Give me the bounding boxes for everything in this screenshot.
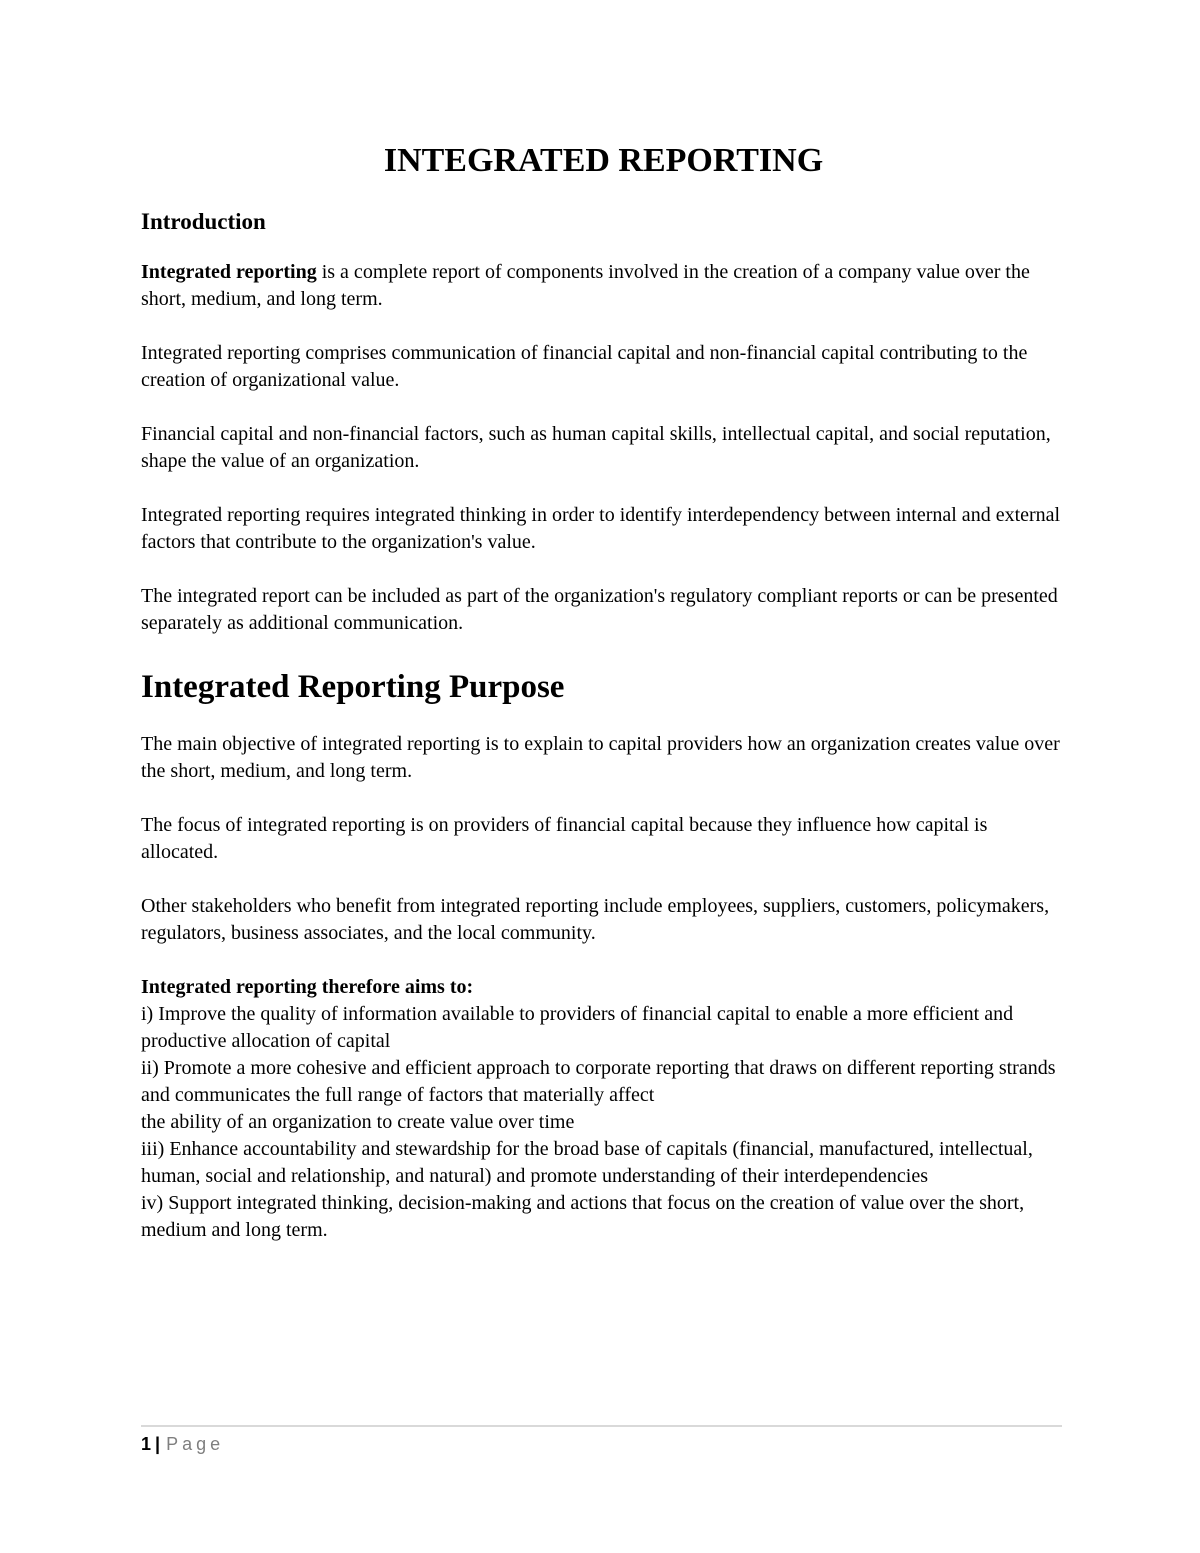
intro-paragraph: [141, 583, 1066, 637]
intro-paragraph-lead: Integrated reporting: [141, 261, 317, 283]
intro-paragraph: [141, 340, 1066, 394]
purpose-paragraph: The focus of integrated reporting is on providers of financial capital because they influence how capital is allocated.: [141, 814, 988, 863]
page-label: Page: [166, 1434, 225, 1454]
intro-paragraph-text: The integrated report can be included as part of the organization's regulatory compliant reports or can be presented separately as additional communication.: [141, 585, 1058, 634]
purpose-heading: Integrated Reporting Purpose: [141, 669, 565, 705]
document-title: INTEGRATED REPORTING: [383, 142, 824, 179]
footer-divider: [141, 1425, 1062, 1427]
footer-separator: |: [155, 1434, 161, 1454]
aims-list-item: iii) Enhance accountability and stewardship for the broad base of capitals (financial, manufactured, intellectual, human, social and relationship, and natural) and promote understanding of their interdependencies: [141, 1138, 1033, 1187]
intro-paragraph-text: Financial capital and non-financial factors, such as human capital skills, intellectual capital, and social reputation, shape the value of an organization.: [141, 423, 1051, 472]
aims-list-item: i) Improve the quality of information available to providers of financial capital to enable a more efficient and productive allocation of capital: [141, 1003, 1014, 1052]
intro-paragraph: [141, 502, 1066, 556]
document-body: [141, 141, 1066, 1244]
aims-list-item: the ability of an organization to create value over time: [141, 1111, 575, 1133]
purpose-paragraph: Other stakeholders who benefit from integrated reporting include employees, suppliers, customers, policymakers, regulators, business associates, and the local community.: [141, 895, 1050, 944]
intro-paragraph-text: Integrated reporting requires integrated thinking in order to identify interdependency between internal and external factors that contribute to the organization's value.: [141, 504, 1061, 553]
page-footer: [141, 1432, 224, 1456]
purpose-paragraph: The main objective of integrated reporting is to explain to capital providers how an organization creates value over the short, medium, and long term.: [141, 733, 1060, 782]
intro-paragraph: [141, 259, 1066, 313]
aims-list-item: ii) Promote a more cohesive and efficient approach to corporate reporting that draws on different reporting strands and communicates the full range of factors that materially affect: [141, 1057, 1056, 1106]
introduction-heading: Introduction: [141, 209, 266, 234]
intro-paragraph-text: is a complete report of components involved in the creation of a company value over the short, medium, and long term.: [141, 261, 1030, 310]
aims-list-item: iv) Support integrated thinking, decision-making and actions that focus on the creation of value over the short, medium and long term.: [141, 1192, 1025, 1241]
page-number: 1: [141, 1434, 152, 1454]
aims-heading: Integrated reporting therefore aims to:: [141, 976, 474, 998]
intro-paragraph-text: Integrated reporting comprises communication of financial capital and non-financial capital contributing to the creation of organizational value.: [141, 342, 1028, 391]
intro-paragraph: [141, 421, 1066, 475]
